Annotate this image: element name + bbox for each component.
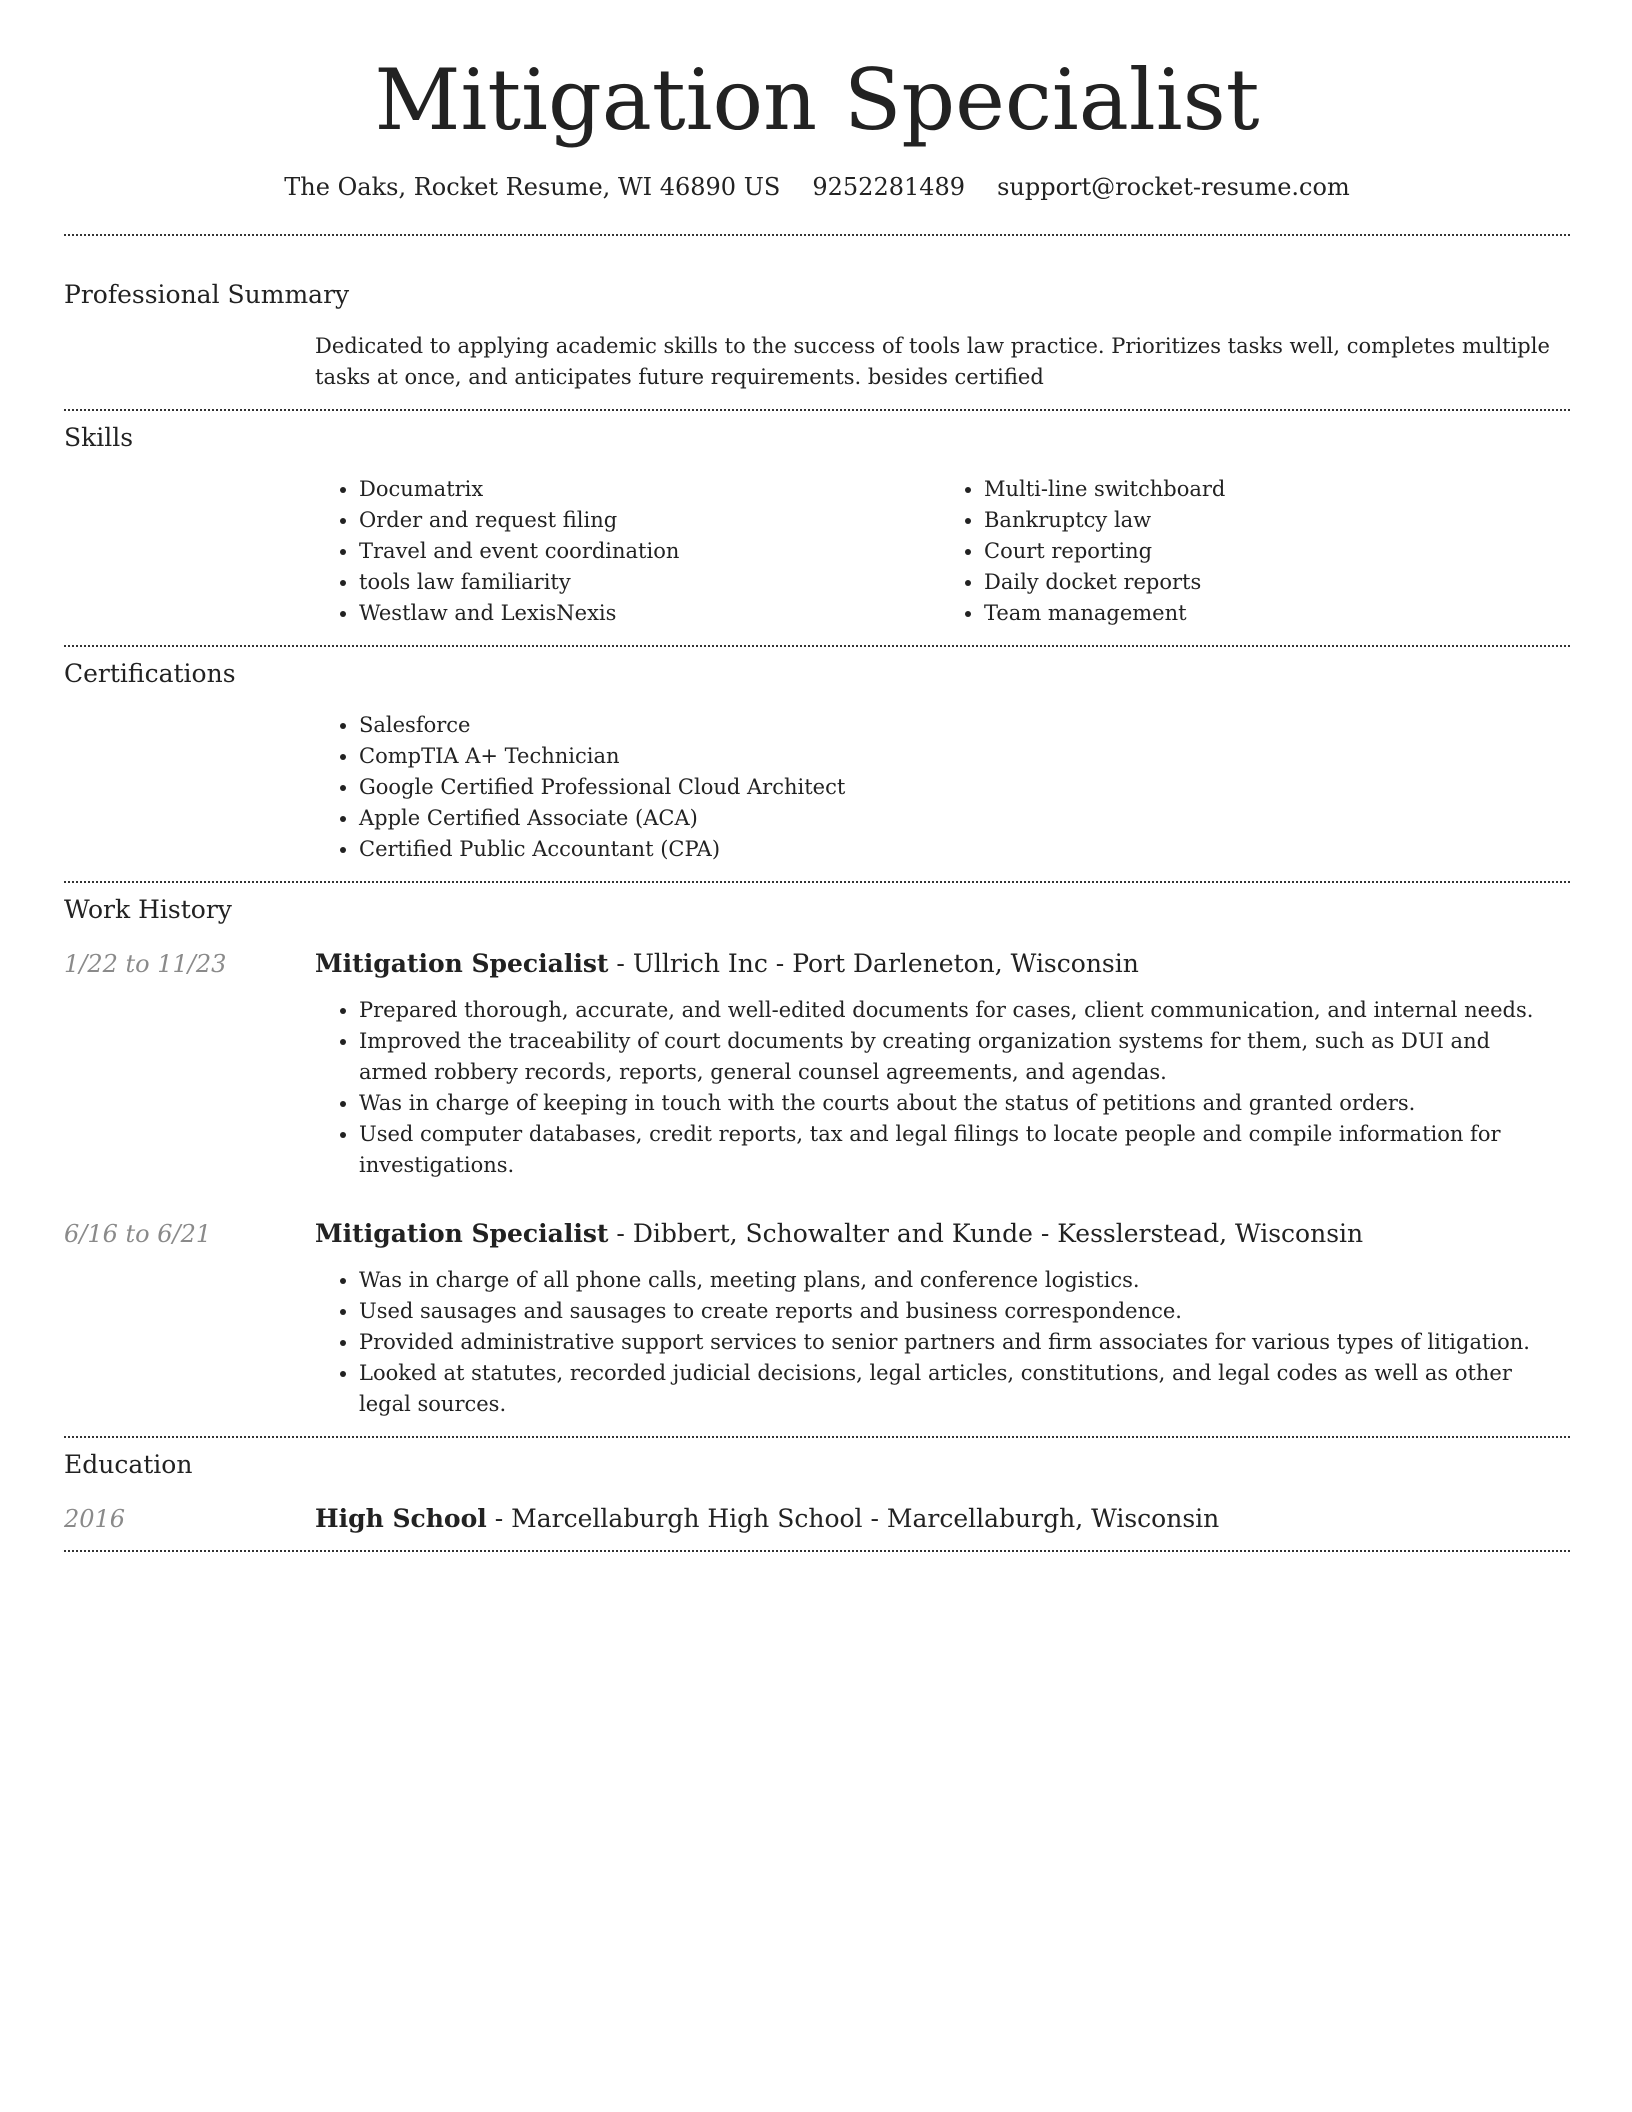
- job-bullets: [315, 1265, 1565, 1420]
- job-main: [315, 1217, 1565, 1420]
- resume-header: [64, 0, 1570, 204]
- job-bullets: [315, 995, 1565, 1181]
- job-dates: 6/16 to 6/21: [64, 1220, 212, 1248]
- contact-line: [64, 170, 1570, 204]
- skill-item: • tools law familiarity: [359, 567, 940, 598]
- skill-item: • Daily docket reports: [984, 567, 1565, 598]
- contact-phone: 9252281489: [812, 173, 966, 201]
- summary-content: [315, 331, 1565, 393]
- certifications-heading: Certifications: [64, 659, 236, 688]
- resume-page: [64, 0, 1570, 1552]
- education-degree: High School: [315, 1504, 487, 1533]
- education-heading: Education: [64, 1450, 193, 1479]
- job-bullet: • Improved the traceability of court documents by creating organization systems for them, such as DUI and armed robbery records, reports, general counsel agreements, and agendas.: [359, 1026, 1565, 1088]
- skill-item: • Team management: [984, 598, 1565, 629]
- job-bullet: • Used computer databases, credit reports, tax and legal filings to locate people and compile information for investigations.: [359, 1119, 1565, 1181]
- work-history-section: [64, 883, 1570, 1420]
- certification-item: • Google Certified Professional Cloud Architect: [359, 772, 1565, 803]
- certification-item: • Salesforce: [359, 710, 1565, 741]
- job-bullet: • Was in charge of keeping in touch with the courts about the status of petitions and granted orders.: [359, 1088, 1565, 1119]
- job-entry: [64, 1217, 1570, 1420]
- job-title: [315, 947, 1565, 981]
- summary-section: [64, 236, 1570, 393]
- job-entry: [64, 947, 1570, 1181]
- certifications-content: [315, 710, 1565, 865]
- candidate-name: Mitigation Specialist: [374, 51, 1260, 149]
- skill-item: • Order and request filing: [359, 505, 940, 536]
- contact-address: The Oaks, Rocket Resume, WI 46890 US: [284, 173, 781, 201]
- education-details: - Marcellaburgh High School - Marcellaburgh, Wisconsin: [486, 1504, 1220, 1533]
- contact-email: support@rocket-resume.com: [997, 173, 1350, 201]
- skill-item: • Travel and event coordination: [359, 536, 940, 567]
- job-bullet: • Prepared thorough, accurate, and well-edited documents for cases, client communication, and internal needs.: [359, 995, 1565, 1026]
- certifications-section: [64, 647, 1570, 865]
- job-bullet: • Looked at statutes, recorded judicial decisions, legal articles, constitutions, and legal codes as well as other legal sources.: [359, 1358, 1565, 1420]
- job-details: - Dibbert, Schowalter and Kunde - Kesslerstead, Wisconsin: [608, 1219, 1364, 1248]
- certification-item: • CompTIA A+ Technician: [359, 741, 1565, 772]
- skill-item: • Westlaw and LexisNexis: [359, 598, 940, 629]
- skills-columns: [315, 474, 1565, 629]
- education-entry: [64, 1502, 1570, 1536]
- certification-item: • Apple Certified Associate (ACA): [359, 803, 1565, 834]
- skills-heading: Skills: [64, 423, 134, 452]
- job-bullet: • Used sausages and sausages to create reports and business correspondence.: [359, 1296, 1565, 1327]
- job-bullet: • Provided administrative support services to senior partners and firm associates for various types of litigation.: [359, 1327, 1565, 1358]
- job-title: [315, 1217, 1565, 1251]
- job-role: Mitigation Specialist: [315, 1219, 609, 1248]
- job-role: Mitigation Specialist: [315, 949, 609, 978]
- work-history-heading: Work History: [64, 895, 232, 924]
- skills-section: [64, 411, 1570, 629]
- education-year: 2016: [64, 1505, 126, 1533]
- skills-list-right: [940, 474, 1565, 629]
- skill-item: • Multi-line switchboard: [984, 474, 1565, 505]
- education-main: [315, 1502, 1565, 1536]
- job-main: [315, 947, 1565, 1181]
- job-dates: 1/22 to 11/23: [64, 950, 227, 978]
- certification-item: • Certified Public Accountant (CPA): [359, 834, 1565, 865]
- summary-heading: Professional Summary: [64, 280, 350, 309]
- job-details: - Ullrich Inc - Port Darleneton, Wisconsin: [608, 949, 1139, 978]
- education-title: [315, 1502, 1565, 1536]
- certifications-list: [315, 710, 1565, 865]
- education-section: [64, 1438, 1570, 1536]
- skill-item: • Bankruptcy law: [984, 505, 1565, 536]
- skill-item: • Documatrix: [359, 474, 940, 505]
- job-bullet: • Was in charge of all phone calls, meeting plans, and conference logistics.: [359, 1265, 1565, 1296]
- skills-list-left: [315, 474, 940, 629]
- section-divider: [64, 1550, 1570, 1552]
- summary-text: Dedicated to applying academic skills to the success of tools law practice. Prioritizes tasks well, completes multiple tasks at once, and anticipates future requirements. besides certified: [315, 334, 1550, 389]
- skill-item: • Court reporting: [984, 536, 1565, 567]
